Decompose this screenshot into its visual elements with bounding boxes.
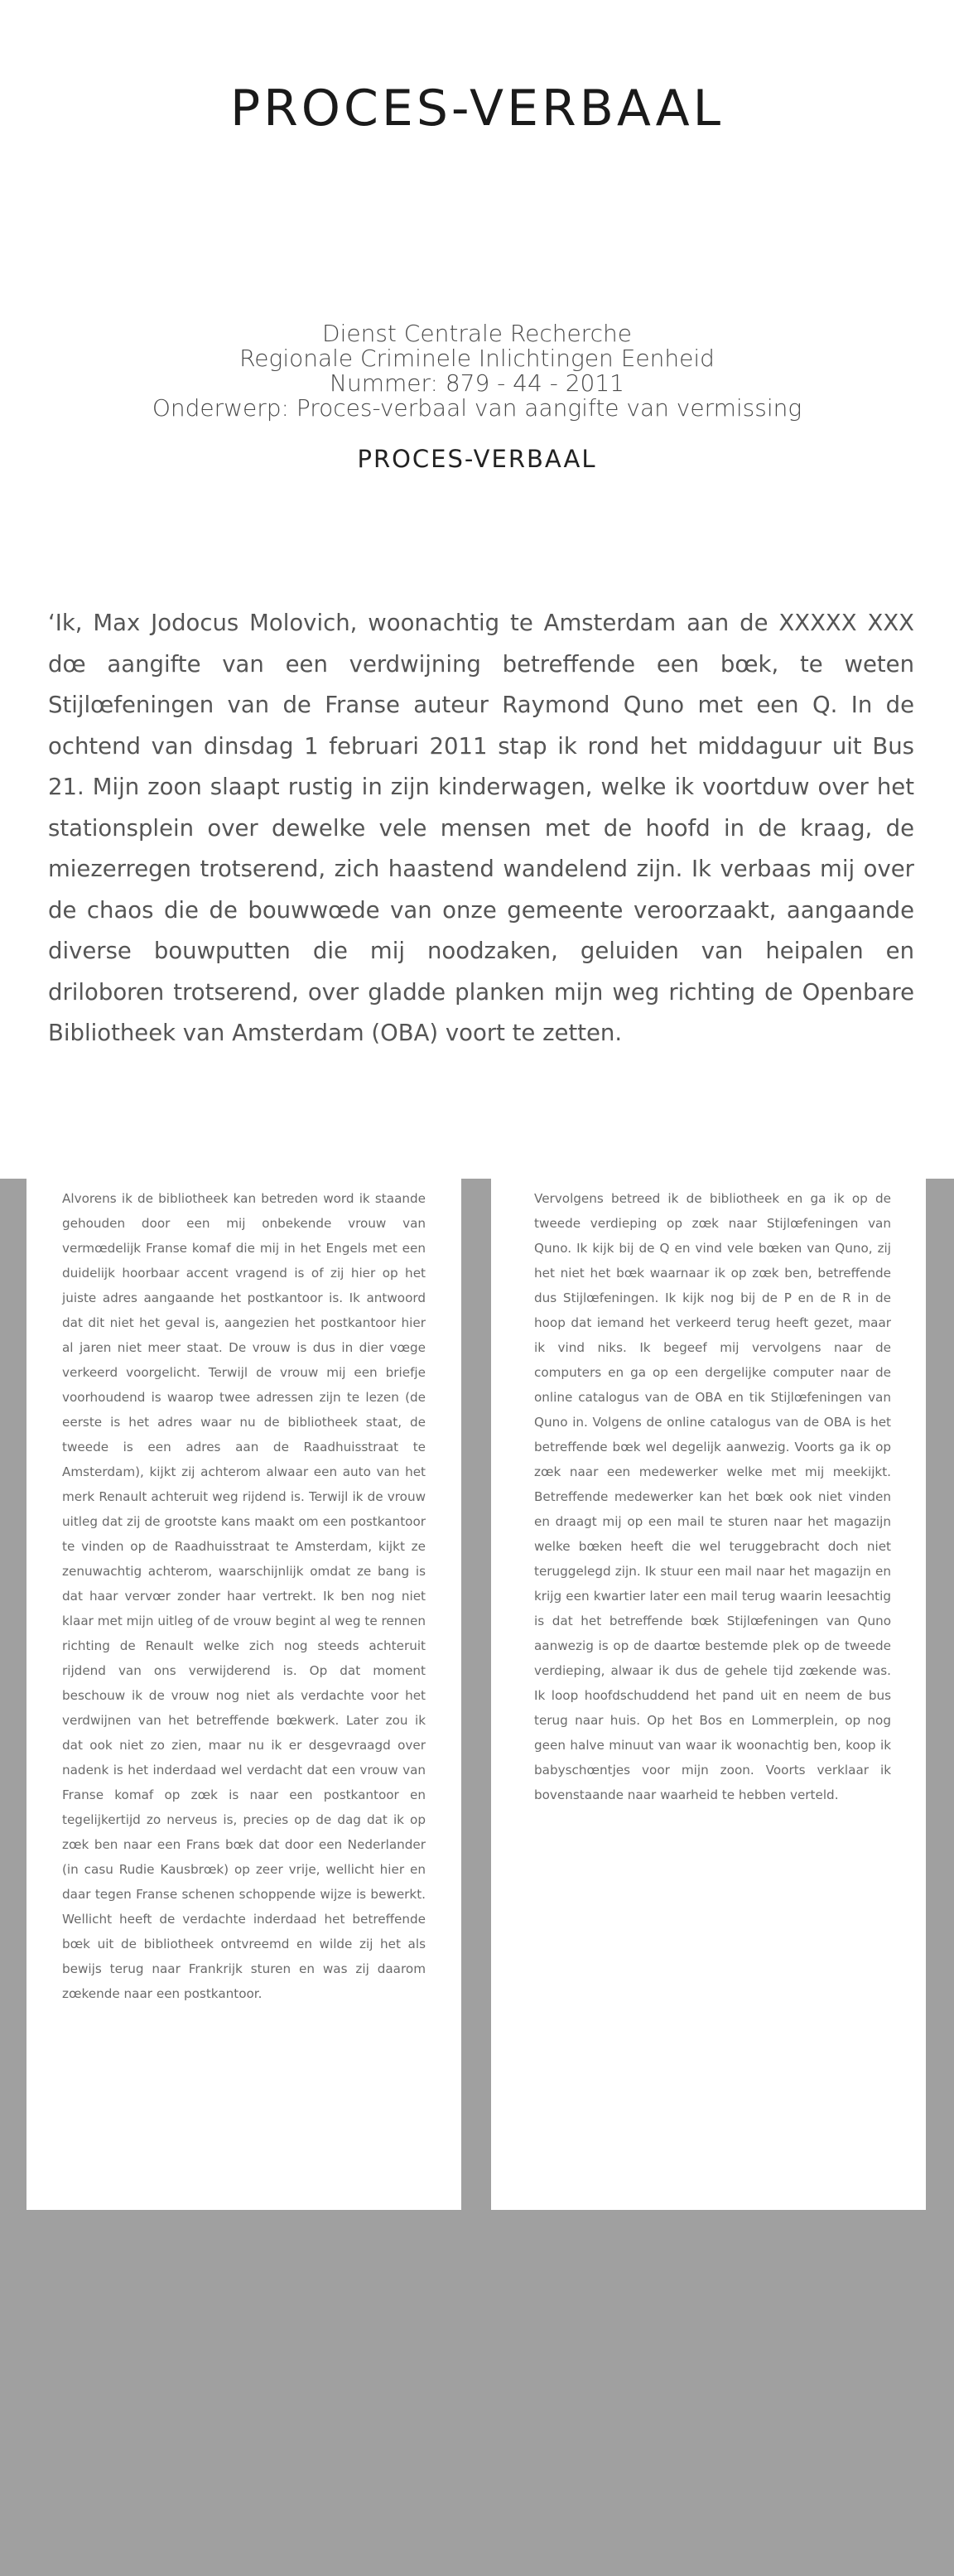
number-line: Nummer: 879 - 44 - 2011 bbox=[330, 369, 624, 397]
unit-line: Regionale Criminele Inlichtingen Eenheid bbox=[239, 345, 715, 372]
statement-text-left: Alvorens ik de bibliotheek kan betreden word ik staande gehouden door een mij onbekende vrouw van vermœdelijk Franse komaf die mij in het Engels met een duidelijk hoorbaar accent vragend is of zij hier op het juiste adres aangaande het postkantoor is. Ik antwoord dat dit niet het geval is, aangezien het postkantoor hier al jaren niet meer staat. De vrouw is dus in dier vœge verkeerd voorgelicht. Terwijl de vrouw mij een briefje voorhoudend is waarop twee adressen zijn te lezen (de eerste is het adres waar nu de bibliotheek staat, de tweede is een adres aan de Raadhuisstraat te Amsterdam), kijkt zij achterom alwaar een auto van het merk Renault achteruit weg rijdend is. Terwijl ik de vrouw uitleg dat zij de grootste kans maakt om een postkantoor te vinden op de Raadhuisstraat te Amsterdam, kijkt ze zenuwachtig achterom, waarschijnlijk omdat ze bang is dat haar vervœr zonder haar vertrekt. Ik ben nog niet klaar met mijn uitleg of de vrouw begint al weg te rennen richting de Renault welke zich nog steeds achteruit rijdend van ons verwijderend is. Op dat moment beschouw ik de vrouw nog niet als verdachte voor het verdwijnen van het betreffende bœkwerk. Later zou ik dat ook niet zo zien, maar nu ik er desgevraagd over nadenk is het inderdaad wel verdacht dat een vrouw van Franse komaf op zœk is naar een postkantoor en tegelijkertijd zo nerveus is, precies op de dag dat ik op zœk ben naar een Frans bœk dat door een Nederlander (in casu Rudie Kausbrœk) op zeer vrije, wellicht hier en daar tegen Franse schenen schoppende wijze is bewerkt. Wellicht heeft de verdachte inderdaad het betreffende bœk uit de bibliotheek ontvreemd en wilde zij het als bewijs terug naar Frankrijk sturen en was zij daarom zœkende naar een postkantoor. bbox=[62, 1191, 426, 2001]
section-subtitle: PROCES-VERBAAL bbox=[357, 445, 597, 473]
statement-card-left bbox=[26, 1179, 461, 2210]
page-title: PROCES-VERBAAL bbox=[229, 80, 725, 137]
document-header bbox=[0, 321, 954, 421]
intro-paragraph: ‘Ik, Max Jodocus Molovich, woonachtig te Amsterdam aan de XXXXX XXX dœ aangifte van een verdwijning betreffende een bœk, te weten Stijlœfeningen van de Franse auteur Raymond Quno met een Q. In de ochtend van dinsdag 1 februari 2011 stap ik rond het middaguur uit Bus 21. Mijn zoon slaapt rustig in zijn kinderwagen, welke ik voortduw over het stationsplein over dewelke vele mensen met de hoofd in de kraag, de miezerregen trotserend, zich haastend wandelend zijn. Ik verbaas mij over de chaos die de bouwwœde van onze gemeente veroorzaakt, aangaande diverse bouwputten die mij noodzaken, geluiden van heipalen en driloboren trotserend, over gladde planken mijn weg richting de Openbare Bibliotheek van Amsterdam (OBA) voort te zetten. bbox=[48, 610, 914, 1046]
subject-line: Onderwerp: Proces-verbaal van aangifte van vermissing bbox=[152, 394, 802, 422]
department-line: Dienst Centrale Recherche bbox=[322, 320, 632, 347]
statement-card-right bbox=[491, 1179, 926, 2210]
document-header-section bbox=[0, 0, 954, 1179]
statement-text-right: Vervolgens betreed ik de bibliotheek en ga ik op de tweede verdieping op zœk naar Stijlœfeningen van Quno. Ik kijk bij de Q en vind vele bœken van Quno, zij het niet het bœk waarnaar ik op zœk ben, betreffende dus Stijlœfeningen. Ik kijk nog bij de P en de R in de hoop dat iemand het verkeerd terug heeft gezet, maar ik vind niks. Ik begeef mij vervolgens naar de computers en ga op een dergelijke computer naar de online catalogus van de OBA en tik Stijlœfeningen van Quno in. Volgens de online catalogus van de OBA is het betreffende bœk wel degelijk aanwezig. Voorts ga ik op zœk naar een medewerker welke met mij meekijkt. Betreffende medewerker kan het bœk ook niet vinden en draagt mij op een mail te sturen naar het magazijn welke bœken heeft die wel teruggebracht doch niet teruggelegd zijn. Ik stuur een mail naar het magazijn en krijg een kwartier later een mail terug waarin leesachtig is dat het betreffende bœk Stijlœfeningen van Quno aanwezig is op de daartœ bestemde plek op de tweede verdieping, alwaar ik dus de gehele tijd zœkende was. Ik loop hoofdschuddend het pand uit en neem de bus terug naar huis. Op het Bos en Lommerplein, op nog geen halve minuut van waar ik woonachtig ben, koop ik babyschœntjes voor mijn zoon. Voorts verklaar ik bovenstaande naar waarheid te hebben verteld. bbox=[534, 1191, 891, 1802]
